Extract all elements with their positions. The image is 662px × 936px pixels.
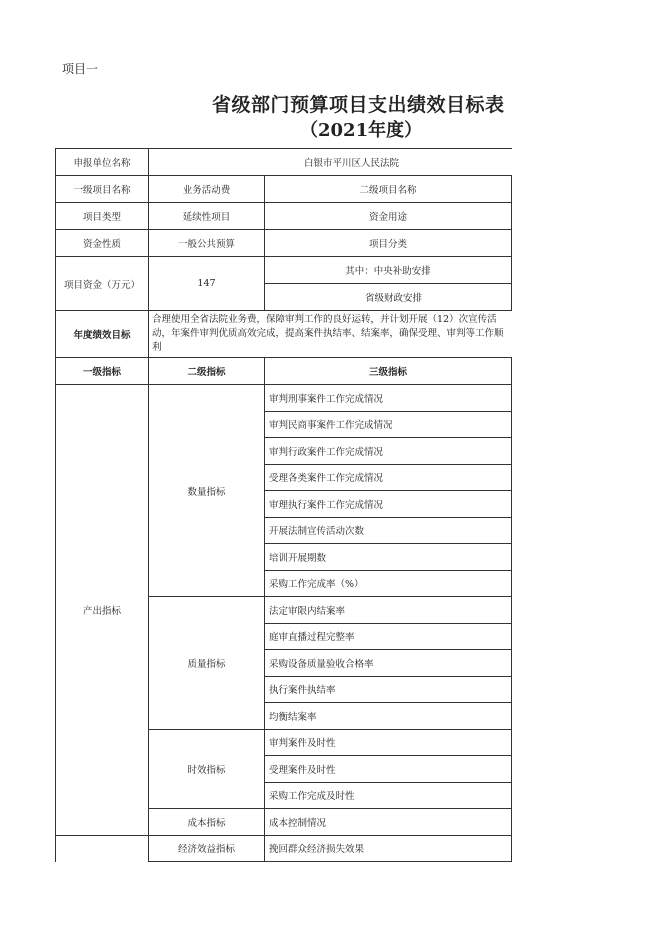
quality-item: 均衡结案率 xyxy=(265,703,512,730)
quantity-item: 受理各类案件工作完成情况 xyxy=(265,464,512,491)
quality-item: 采购设备质量验收合格率 xyxy=(265,650,512,677)
output-indicator-label: 产出指标 xyxy=(56,385,149,836)
timeliness-item: 采购工作完成及时性 xyxy=(265,782,512,809)
level2-project-label: 二级项目名称 xyxy=(265,176,512,203)
central-subsidy-label: 其中：中央补助安排 xyxy=(265,257,512,284)
goal-row xyxy=(56,311,512,358)
quantity-item: 审判民商事案件工作完成情况 xyxy=(265,411,512,438)
fund-amount-value: 147 xyxy=(149,257,265,311)
indicator-header-row xyxy=(56,358,512,385)
page-subtitle: （2021年度） xyxy=(300,120,423,141)
fund-nature-value: 一般公共预算 xyxy=(149,230,265,257)
level1-project-value: 业务活动费 xyxy=(149,176,265,203)
fund-nature-label: 资金性质 xyxy=(56,230,149,257)
effect-indicator-label xyxy=(56,835,149,862)
level1-project-row xyxy=(56,176,512,203)
project-category-label: 项目分类 xyxy=(265,230,512,257)
indicator-row xyxy=(56,385,512,412)
page-title: 省级部门预算项目支出绩效目标表 xyxy=(212,94,505,116)
project-type-value: 延续性项目 xyxy=(149,203,265,230)
quality-item: 法定审限内结案率 xyxy=(265,597,512,624)
project-type-label: 项目类型 xyxy=(56,203,149,230)
indicator-row xyxy=(56,835,512,862)
performance-target-table xyxy=(55,148,512,862)
header-level2: 二级指标 xyxy=(149,358,265,385)
cost-indicator-label: 成本指标 xyxy=(149,809,265,836)
quantity-item: 采购工作完成率（%） xyxy=(265,570,512,597)
unit-row xyxy=(56,149,512,176)
economic-indicator-label: 经济效益指标 xyxy=(149,835,265,862)
provincial-label: 省级财政安排 xyxy=(265,284,512,311)
quantity-indicator-label: 数量指标 xyxy=(149,385,265,597)
quantity-item: 审理执行案件工作完成情况 xyxy=(265,491,512,518)
quantity-item: 开展法制宣传活动次数 xyxy=(265,517,512,544)
unit-value: 白银市平川区人民法院 xyxy=(149,149,512,176)
level1-project-label: 一级项目名称 xyxy=(56,176,149,203)
fund-nature-row xyxy=(56,230,512,257)
economic-item: 挽回群众经济损失效果 xyxy=(265,835,512,862)
quality-item: 庭审直播过程完整率 xyxy=(265,623,512,650)
timeliness-indicator-label: 时效指标 xyxy=(149,729,265,809)
cost-item: 成本控制情况 xyxy=(265,809,512,836)
quantity-item: 培训开展期数 xyxy=(265,544,512,571)
header-level3: 三级指标 xyxy=(265,358,512,385)
quantity-item: 审判行政案件工作完成情况 xyxy=(265,438,512,465)
fund-use-label: 资金用途 xyxy=(265,203,512,230)
project-type-row xyxy=(56,203,512,230)
goal-label: 年度绩效目标 xyxy=(56,311,149,358)
quantity-item: 审判刑事案件工作完成情况 xyxy=(265,385,512,412)
fund-amount-row xyxy=(56,257,512,284)
quality-item: 执行案件执结率 xyxy=(265,676,512,703)
goal-text: 合理使用全省法院业务费，保障审判工作的良好运转，并计划开展（12）次宣传活动，年案件审判优质高效完成，提高案件执结率、结案率，确保受理、审判等工作顺利 xyxy=(149,311,512,358)
project-number: 项目一 xyxy=(62,62,99,76)
quality-indicator-label: 质量指标 xyxy=(149,597,265,730)
header-level1: 一级指标 xyxy=(56,358,149,385)
unit-label: 申报单位名称 xyxy=(56,149,149,176)
timeliness-item: 审判案件及时性 xyxy=(265,729,512,756)
timeliness-item: 受理案件及时性 xyxy=(265,756,512,783)
fund-amount-label: 项目资金（万元） xyxy=(56,257,149,311)
